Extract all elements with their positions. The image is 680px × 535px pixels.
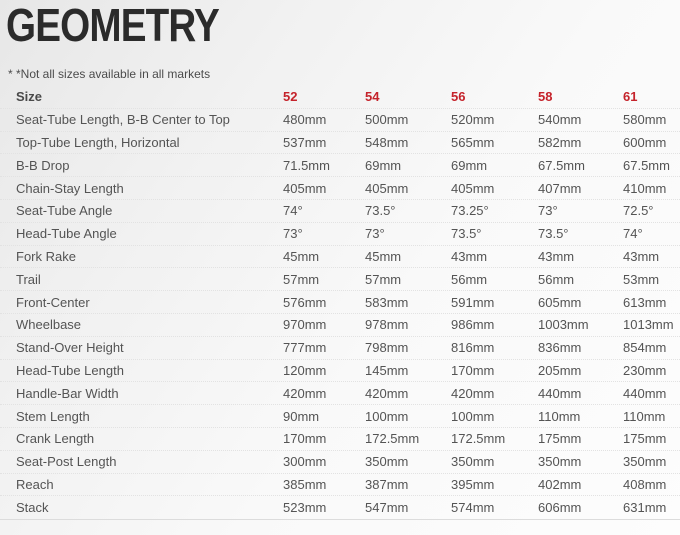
row-value: 73.25° [451,203,489,219]
row-value: 43mm [623,248,660,264]
row-value: 175mm [623,431,667,447]
row-value: 405mm [365,180,409,196]
table-row [0,428,680,451]
row-value: 74° [283,203,303,219]
table-row [0,314,680,337]
row-value: 230mm [623,362,667,378]
row-label: Wheelbase [16,317,82,333]
row-value: 854mm [623,340,667,356]
row-value: 73.5° [538,226,569,242]
row-value: 565mm [451,134,495,150]
row-value: 90mm [283,408,320,424]
row-value: 385mm [283,476,327,492]
table-row [0,382,680,405]
row-value: 970mm [283,317,327,333]
row-value: 350mm [451,454,495,470]
row-value: 580mm [623,112,667,128]
row-value: 395mm [451,476,495,492]
row-value: 606mm [538,500,582,516]
row-value: 175mm [538,431,582,447]
row-value: 978mm [365,317,409,333]
row-value: 170mm [283,431,327,447]
table-body [0,109,680,519]
size-column-header: Size [16,89,43,105]
row-value: 410mm [623,180,667,196]
row-value: 402mm [538,476,582,492]
row-value: 480mm [283,112,327,128]
row-value: 53mm [623,271,660,287]
row-value: 69mm [451,157,488,173]
row-value: 548mm [365,134,409,150]
row-value: 631mm [623,500,667,516]
row-label: Reach [16,476,54,492]
row-value: 45mm [365,248,402,264]
row-value: 205mm [538,362,582,378]
row-value: 56mm [538,271,575,287]
row-value: 440mm [538,385,582,401]
row-label: Seat-Tube Angle [16,203,113,219]
table-row [0,405,680,428]
size-header-61: 61 [623,89,638,105]
row-value: 986mm [451,317,495,333]
size-header-54: 54 [365,89,380,105]
row-value: 73.5° [365,203,396,219]
row-label: Trail [16,271,41,287]
row-value: 73° [538,203,558,219]
row-value: 170mm [451,362,495,378]
table-header-row [0,86,680,109]
page-title: GEOMETRY [6,0,219,51]
row-value: 350mm [623,454,667,470]
row-label: Seat-Post Length [16,454,117,470]
size-header-58: 58 [538,89,553,105]
row-value: 405mm [451,180,495,196]
row-value: 574mm [451,500,495,516]
table-row [0,268,680,291]
row-value: 57mm [365,271,402,287]
row-label: Head-Tube Angle [16,226,117,242]
row-value: 100mm [365,408,409,424]
size-header-56: 56 [451,89,466,105]
row-label: Seat-Tube Length, B-B Center to Top [16,112,230,128]
row-value: 405mm [283,180,327,196]
row-value: 537mm [283,134,327,150]
row-value: 69mm [365,157,402,173]
row-value: 407mm [538,180,582,196]
row-value: 420mm [365,385,409,401]
row-value: 110mm [538,408,581,424]
table-row [0,496,680,519]
row-value: 43mm [451,248,488,264]
row-value: 816mm [451,340,495,356]
availability-note: * *Not all sizes available in all markets [8,67,211,81]
row-value: 100mm [451,408,495,424]
row-value: 605mm [538,294,582,310]
row-label: Top-Tube Length, Horizontal [16,134,180,150]
row-label: Handle-Bar Width [16,385,119,401]
row-value: 777mm [283,340,327,356]
row-label: Stand-Over Height [16,340,124,356]
row-value: 613mm [623,294,667,310]
table-row [0,291,680,314]
row-value: 300mm [283,454,327,470]
row-value: 74° [623,226,643,242]
row-value: 591mm [451,294,495,310]
row-label: Fork Rake [16,248,76,264]
row-label: Stem Length [16,408,90,424]
row-value: 576mm [283,294,327,310]
row-label: Front-Center [16,294,90,310]
row-value: 56mm [451,271,488,287]
row-value: 582mm [538,134,582,150]
row-value: 73° [283,226,303,242]
table-row [0,154,680,177]
row-value: 583mm [365,294,409,310]
row-value: 420mm [451,385,495,401]
row-value: 110mm [623,408,666,424]
row-value: 145mm [365,362,409,378]
row-value: 350mm [365,454,409,470]
table-row [0,451,680,474]
row-value: 71.5mm [283,157,330,173]
row-value: 1003mm [538,317,589,333]
table-row [0,337,680,360]
table-row [0,132,680,155]
table-row [0,474,680,497]
row-value: 387mm [365,476,409,492]
row-value: 45mm [283,248,320,264]
table-row [0,223,680,246]
row-value: 350mm [538,454,582,470]
row-value: 172.5mm [365,431,420,447]
row-label: Crank Length [16,431,95,447]
row-value: 73.5° [451,226,482,242]
table-row [0,360,680,383]
row-value: 500mm [365,112,409,128]
row-value: 1013mm [623,317,674,333]
row-value: 440mm [623,385,667,401]
size-header-52: 52 [283,89,298,105]
row-value: 120mm [283,362,327,378]
table-row [0,177,680,200]
row-label: B-B Drop [16,157,70,173]
table-row [0,109,680,132]
table-row [0,246,680,269]
row-label: Chain-Stay Length [16,180,124,196]
row-value: 67.5mm [623,157,670,173]
row-label: Head-Tube Length [16,362,124,378]
geometry-table [0,86,680,520]
row-value: 540mm [538,112,582,128]
row-value: 836mm [538,340,582,356]
row-value: 523mm [283,500,327,516]
table-row [0,200,680,223]
row-value: 420mm [283,385,327,401]
row-value: 172.5mm [451,431,506,447]
row-value: 72.5° [623,203,654,219]
row-value: 73° [365,226,385,242]
row-value: 408mm [623,476,667,492]
row-label: Stack [16,500,49,516]
row-value: 57mm [283,271,320,287]
row-value: 547mm [365,500,409,516]
row-value: 67.5mm [538,157,585,173]
row-value: 43mm [538,248,575,264]
row-value: 798mm [365,340,409,356]
row-value: 520mm [451,112,495,128]
row-value: 600mm [623,134,667,150]
